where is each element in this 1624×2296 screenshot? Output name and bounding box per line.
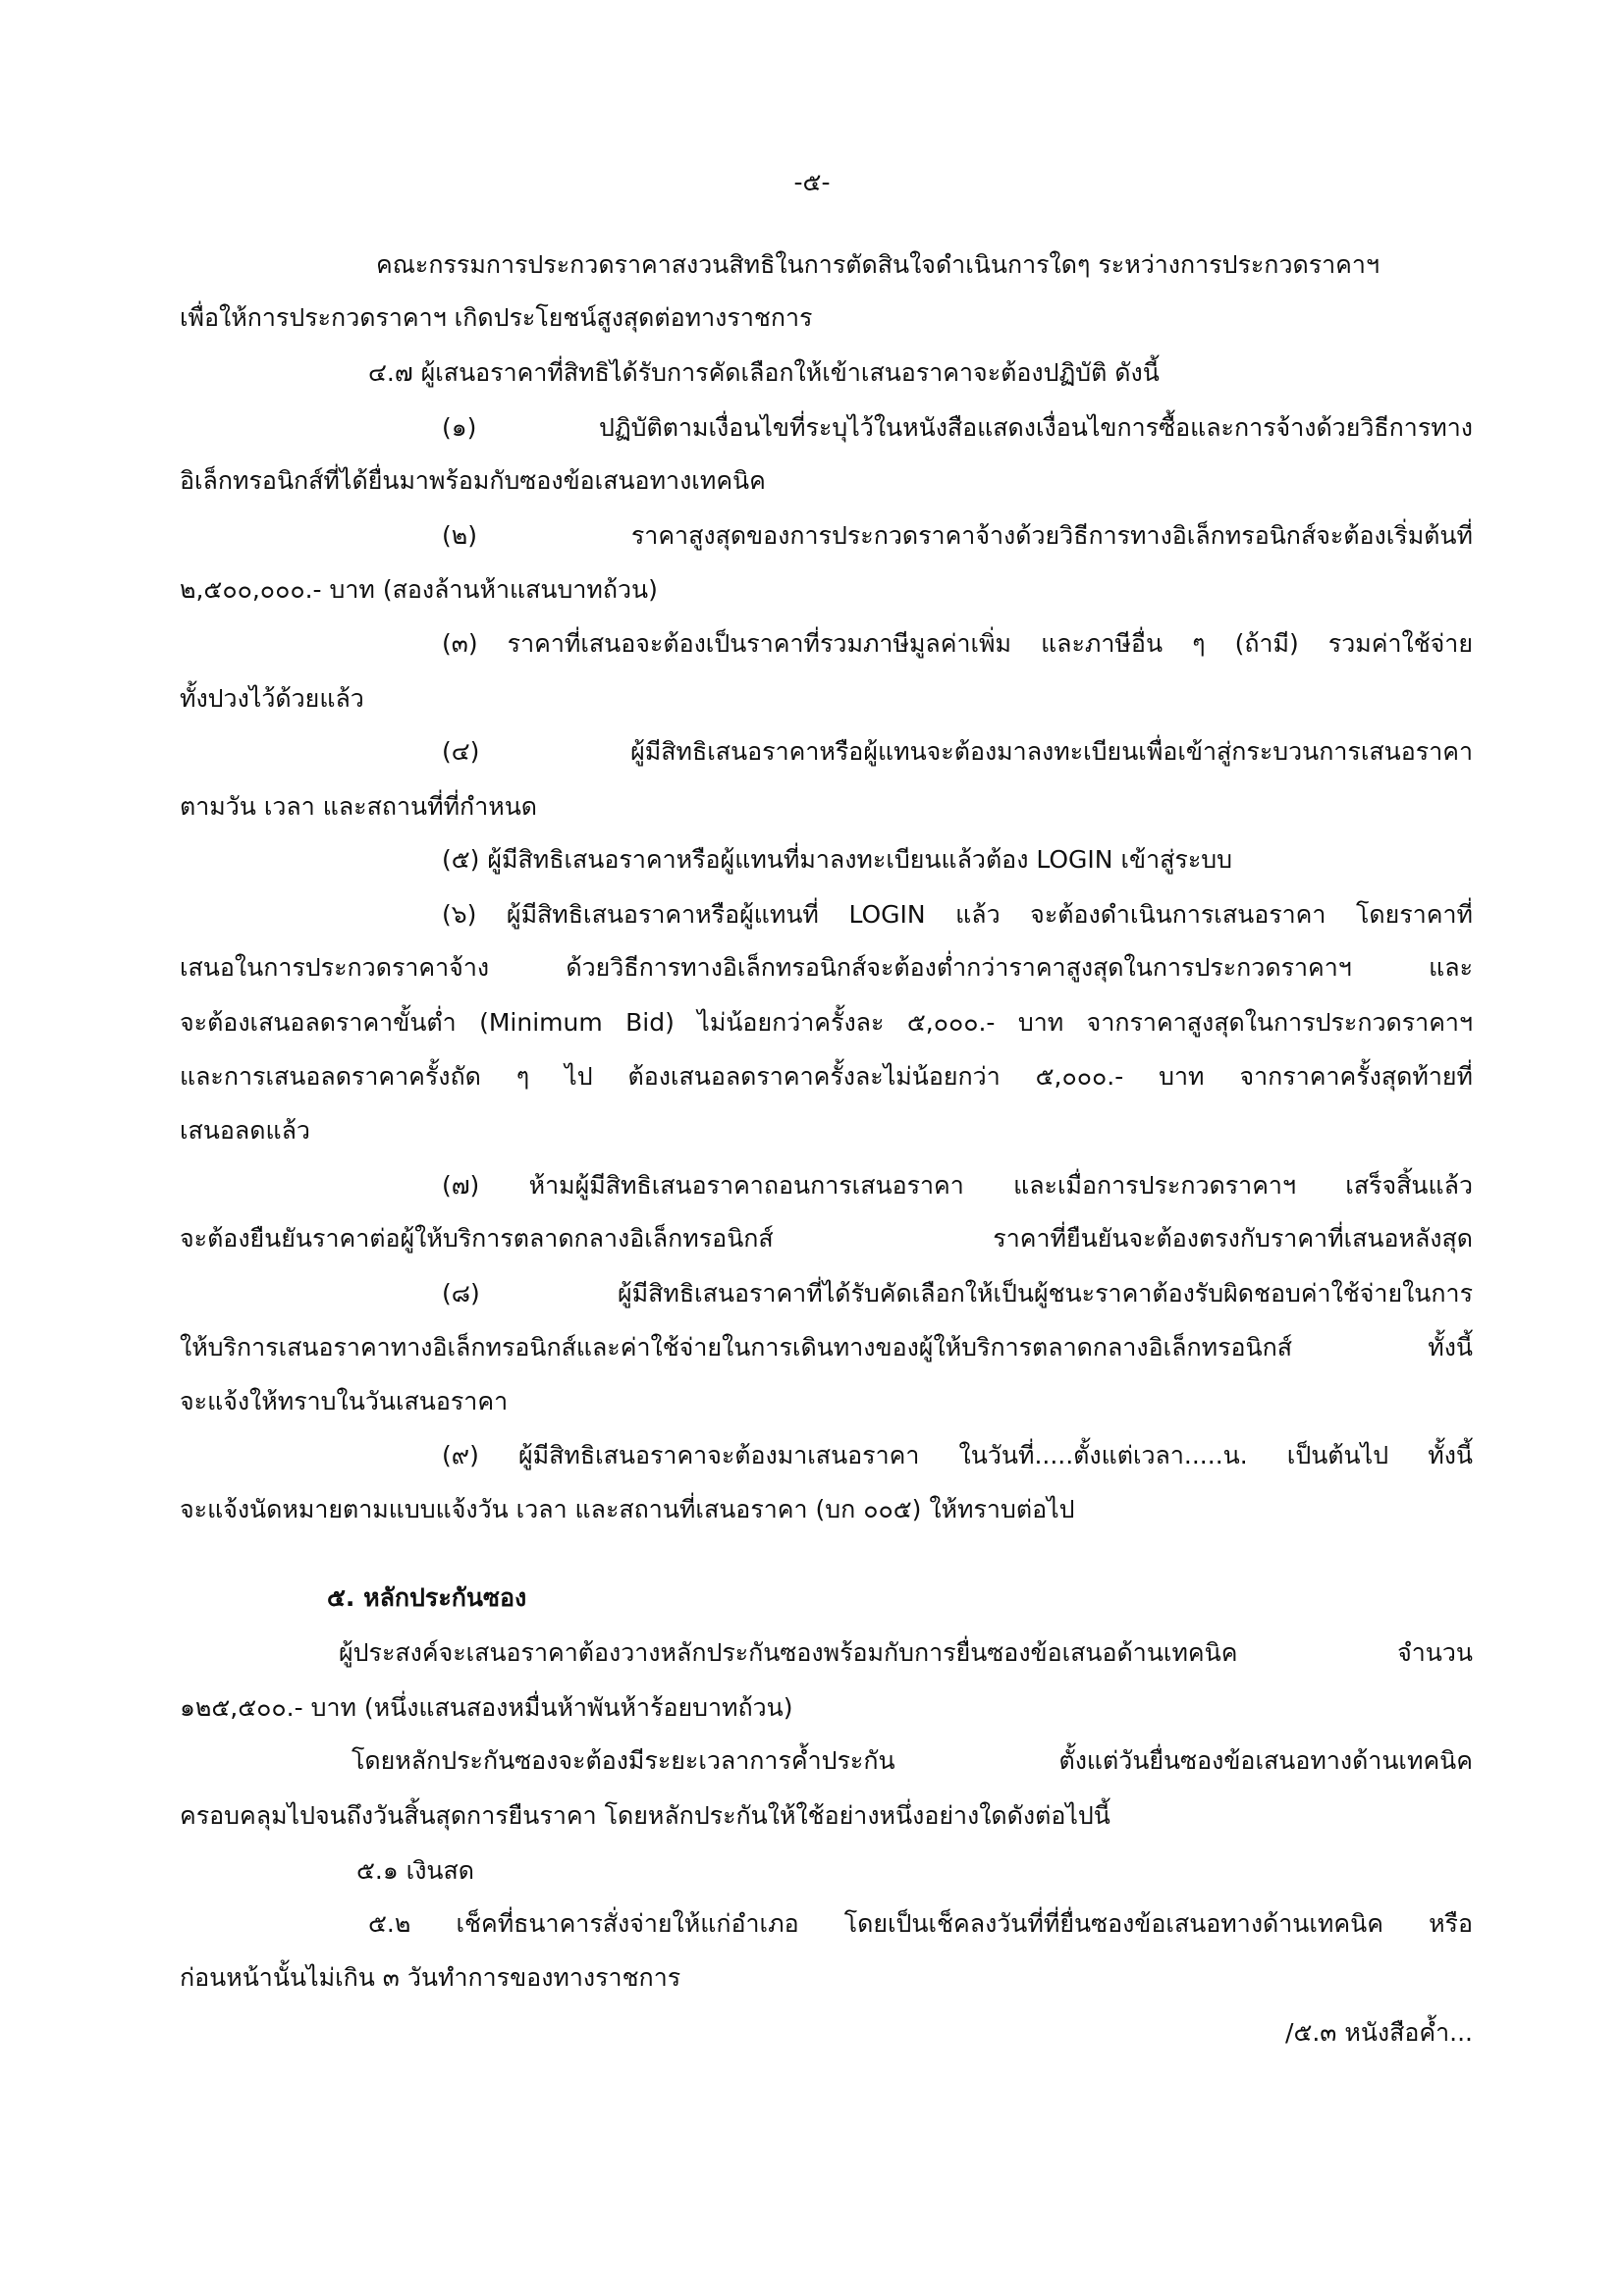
text-line: เสนอลดแล้ว <box>180 1116 310 1145</box>
text-line: ครอบคลุมไปจนถึงวันสิ้นสุดการยืนราคา โดยหลักประกันให้ใช้อย่างหนึ่งอย่างใดดังต่อไปนี้ <box>180 1801 1110 1830</box>
text-line: เสนอในการประกวดราคาจ้าง ด้วยวิธีการทางอิเล็กทรอนิกส์จะต้องต่ำกว่าราคาสูงสุดในการประกวดราคาฯ และ <box>180 953 1473 982</box>
page-number: -๕- <box>793 168 831 196</box>
text-line: ๕.๒ เช็คที่ธนาคารสั่งจ่ายให้แก่อำเภอ โดยเป็นเช็คลงวันที่ที่ยื่นซองข้อเสนอทางด้านเทคนิค หรือ <box>368 1909 1473 1938</box>
text-line: ๒,๕๐๐,๐๐๐.- บาท (สองล้านห้าแสนบาทถ้วน) <box>180 575 658 604</box>
text-line: ๕.๑ เงินสด <box>356 1856 475 1885</box>
text-line: โดยหลักประกันซองจะต้องมีระยะเวลาการค้ำประกัน ตั้งแต่วันยื่นซองข้อเสนอทางด้านเทคนิค <box>352 1746 1473 1775</box>
text-line: (๖) ผู้มีสิทธิเสนอราคาหรือผู้แทนที่ LOGIN แล้ว จะต้องดำเนินการเสนอราคา โดยราคาที่ <box>442 900 1473 929</box>
text-line: ให้บริการเสนอราคาทางอิเล็กทรอนิกส์และค่าใช้จ่ายในการเดินทางของผู้ให้บริการตลาดกลางอิเล็กทรอนิกส์ ทั้งนี้ <box>180 1333 1473 1362</box>
text-line: (๑) ปฏิบัติตามเงื่อนไขที่ระบุไว้ในหนังสือแสดงเงื่อนไขการซื้อและการจ้างด้วยวิธีการทาง <box>442 413 1473 442</box>
text-line: ๑๒๕,๕๐๐.- บาท (หนึ่งแสนสองหมื่นห้าพันห้าร้อยบาทถ้วน) <box>180 1693 793 1722</box>
text-line: จะแจ้งนัดหมายตามแบบแจ้งวัน เวลา และสถานที่เสนอราคา (บก ๐๐๕) ให้ทราบต่อไป <box>180 1495 1075 1523</box>
text-line: (๗) ห้ามผู้มีสิทธิเสนอราคาถอนการเสนอราคา และเมื่อการประกวดราคาฯ เสร็จสิ้นแล้ว <box>442 1171 1473 1200</box>
text-line: เพื่อให้การประกวดราคาฯ เกิดประโยชน์สูงสุดต่อทางราชการ <box>180 303 813 332</box>
text-line: (๔) ผู้มีสิทธิเสนอราคาหรือผู้แทนจะต้องมาลงทะเบียนเพื่อเข้าสู่กระบวนการเสนอราคา <box>442 737 1473 766</box>
text-line: จะแจ้งให้ทราบในวันเสนอราคา <box>180 1387 509 1415</box>
text-line: (๙) ผู้มีสิทธิเสนอราคาจะต้องมาเสนอราคา ในวันที่.....ตั้งแต่เวลา.....น. เป็นต้นไป ทั้งนี้ <box>442 1441 1473 1469</box>
text-line: และการเสนอลดราคาครั้งถัด ๆ ไป ต้องเสนอลดราคาครั้งละไม่น้อยกว่า ๕,๐๐๐.- บาท จากราคาครั้งสุดท้ายที่ <box>180 1062 1473 1091</box>
text-line: ก่อนหน้านั้นไม่เกิน ๓ วันทำการของทางราชการ <box>180 1963 681 1992</box>
text-line: (๓) ราคาที่เสนอจะต้องเป็นราคาที่รวมภาษีมูลค่าเพิ่ม และภาษีอื่น ๆ (ถ้ามี) รวมค่าใช้จ่าย <box>442 629 1473 658</box>
text-line: ทั้งปวงไว้ด้วยแล้ว <box>180 684 364 713</box>
text-line: (๕) ผู้มีสิทธิเสนอราคาหรือผู้แทนที่มาลงทะเบียนแล้วต้อง LOGIN เข้าสู่ระบบ <box>442 845 1232 874</box>
text-line: (๒) ราคาสูงสุดของการประกวดราคาจ้างด้วยวิธีการทางอิเล็กทรอนิกส์จะต้องเริ่มต้นที่ <box>442 521 1473 550</box>
text-line: ผู้ประสงค์จะเสนอราคาต้องวางหลักประกันซองพร้อมกับการยื่นซองข้อเสนอด้านเทคนิค จำนวน <box>339 1638 1473 1667</box>
text-line: อิเล็กทรอนิกส์ที่ได้ยื่นมาพร้อมกับซองข้อเสนอทางเทคนิค <box>180 466 766 495</box>
text-line: ตามวัน เวลา และสถานที่ที่กำหนด <box>180 792 538 821</box>
text-line: จะต้องยืนยันราคาต่อผู้ให้บริการตลาดกลางอิเล็กทรอนิกส์ ราคาที่ยืนยันจะต้องตรงกับราคาที่เสนอหลังสุด <box>180 1224 1473 1253</box>
text-line: ๔.๗ ผู้เสนอราคาที่สิทธิได้รับการคัดเลือกให้เข้าเสนอราคาจะต้องปฏิบัติ ดังนี้ <box>368 358 1160 387</box>
section-heading: ๕. หลักประกันซอง <box>327 1583 527 1612</box>
text-line: (๘) ผู้มีสิทธิเสนอราคาที่ได้รับคัดเลือกให้เป็นผู้ชนะราคาต้องรับผิดชอบค่าใช้จ่ายในการ <box>442 1279 1473 1308</box>
continuation-note: /๕.๓ หนังสือค้ำ... <box>1285 2018 1473 2047</box>
text-line: จะต้องเสนอลดราคาขั้นต่ำ (Minimum Bid) ไม่น้อยกว่าครั้งละ ๕,๐๐๐.- บาท จากราคาสูงสุดในการประกวดราคาฯ <box>180 1008 1473 1037</box>
text-line: คณะกรรมการประกวดราคาสงวนสิทธิในการตัดสินใจดำเนินการใดๆ ระหว่างการประกวดราคาฯ <box>376 250 1380 279</box>
